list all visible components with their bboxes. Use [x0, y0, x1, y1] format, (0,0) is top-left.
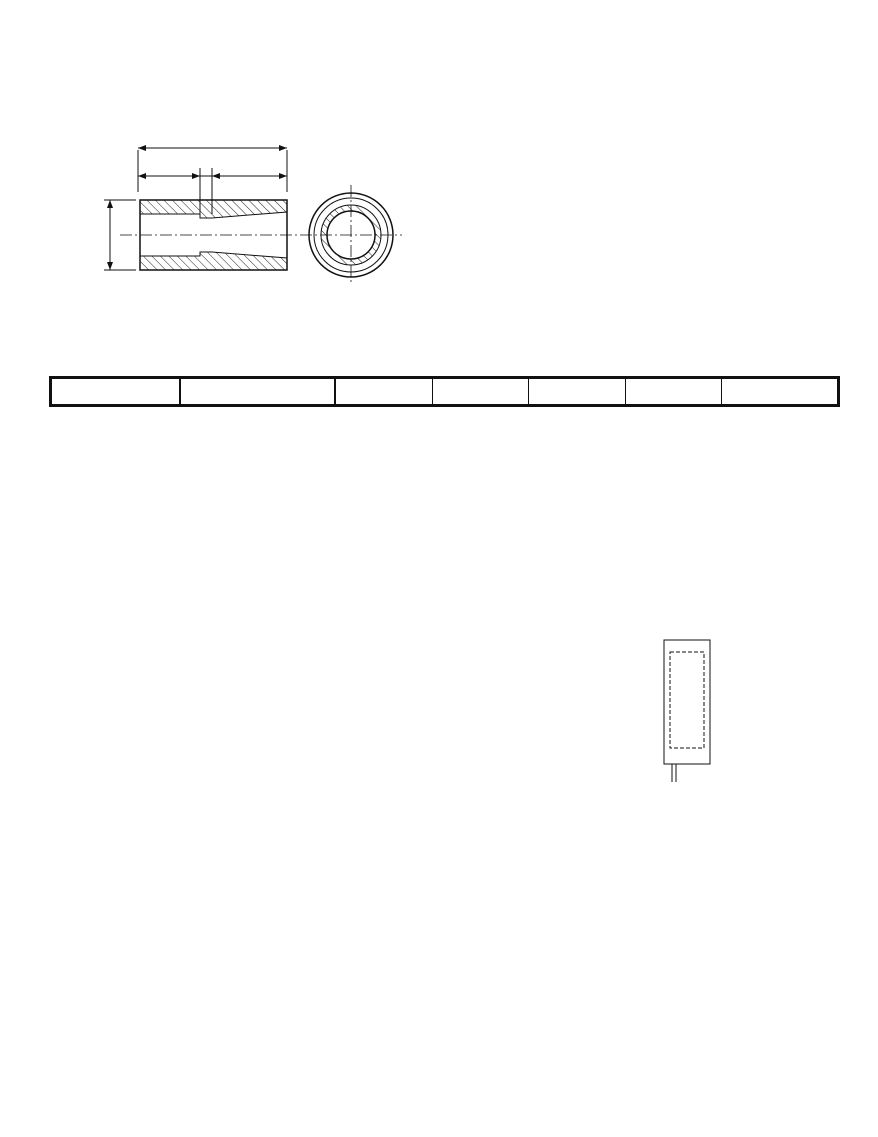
table-header-row: [51, 378, 839, 406]
spec-table: [49, 376, 840, 407]
header-g: [722, 378, 839, 406]
header-type: [180, 378, 335, 406]
header-l: [625, 378, 722, 406]
header-b1: [529, 378, 626, 406]
header-rebar-illustration: [0, 0, 878, 100]
header-phi-a: [335, 378, 432, 406]
precast-wall-illustrations: [0, 700, 520, 1080]
coupler-section-drawing: [0, 130, 420, 290]
column-rebar-illustration: [650, 632, 770, 1072]
header-b2: [432, 378, 529, 406]
header-bar-size: [51, 378, 181, 406]
